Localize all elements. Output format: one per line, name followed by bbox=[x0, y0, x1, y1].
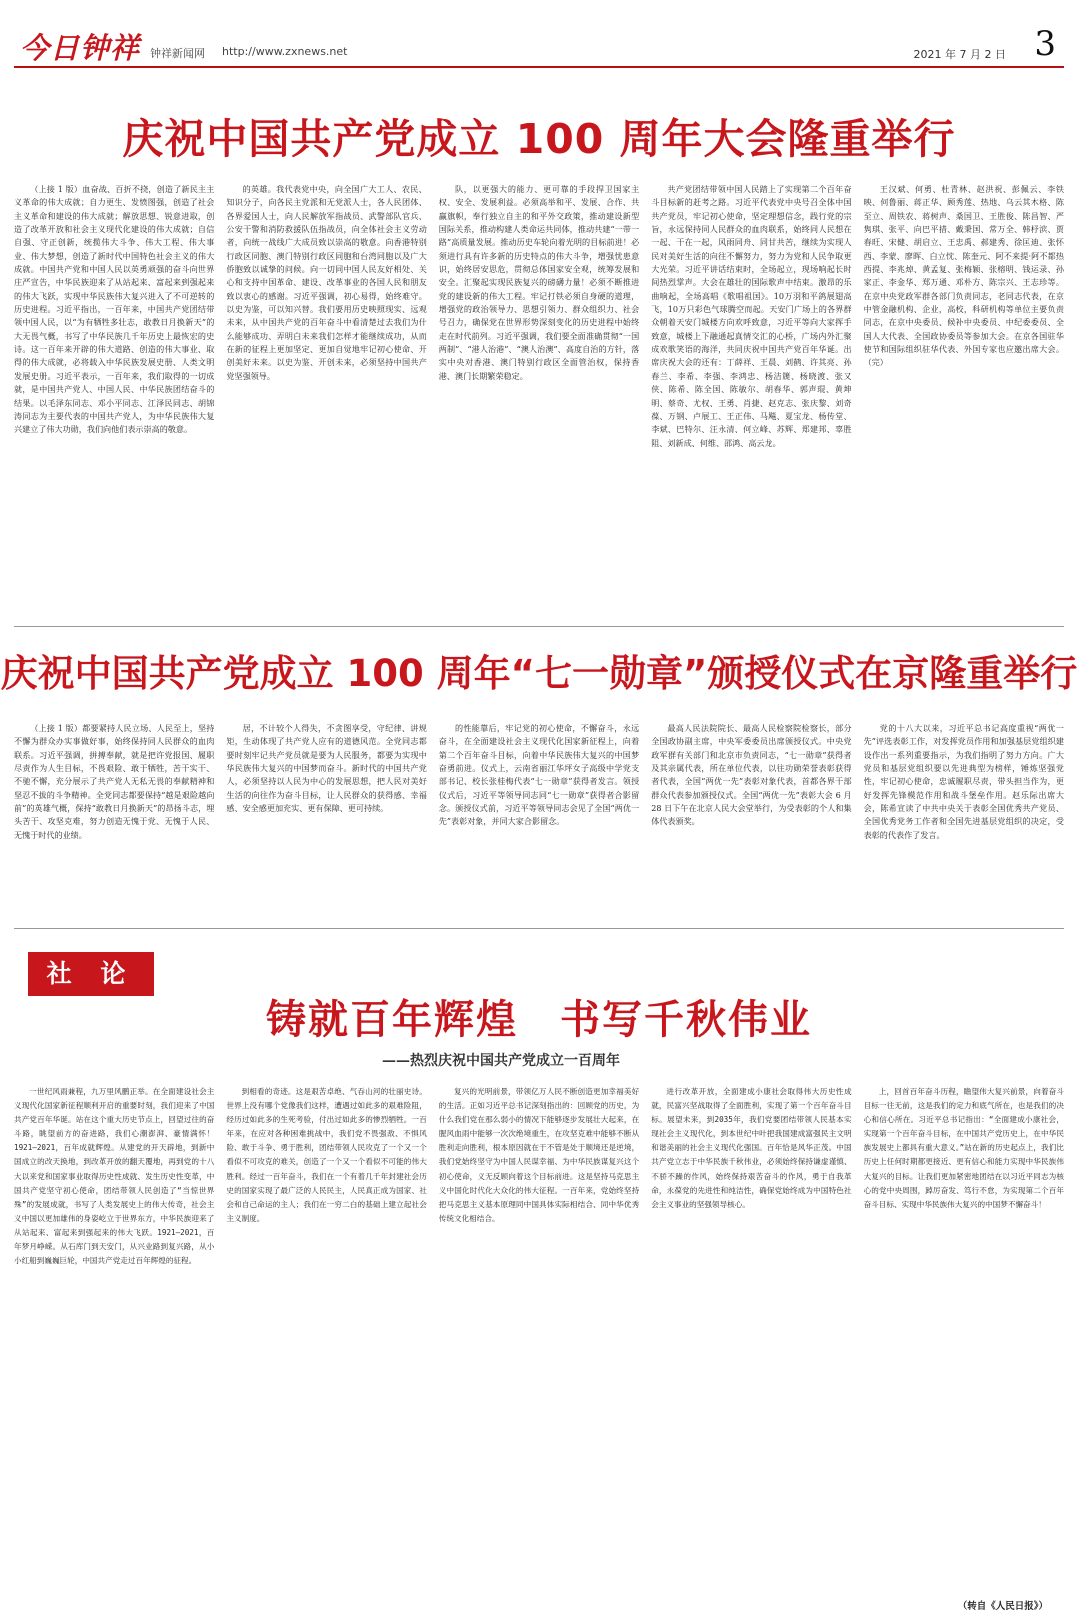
article-column: 的英雄。我代表党中央，向全国广大工人、农民、知识分子，向各民主党派和无党派人士，各人民团体、各界爱国人士，向人民解放军指战员、武警部队官兵、公安干警和消防救援队伍指战员，向全体社会主义劳动者，向统一战线广大成员致以崇高的敬意。向香港特别行政区同胞、澳门特别行政区同胞和台湾同胞以及广大侨胞致以诚挚的问候。向一切同中国人民友好相处、关心和支持中国革命、建设、改革事业的各国人民和朋友致以衷心的感谢。习近平强调，初心易得，始终难守。以史为鉴，可以知兴替。我们要用历史映照现实、远观未来，从中国共产党的百年奋斗中看清楚过去我们为什么能够成功、弄明白未来我们怎样才能继续成功，从而在新的征程上更加坚定、更加自觉地牢记初心使命、开创美好未来。以史为鉴、开创未来，必须坚持中国共产党坚强领导。 bbox=[226, 184, 427, 381]
article-column: 最高人民法院院长、最高人民检察院检察长，部分全国政协副主席，中央军委委员出席颁授仪式。中央党政军群有关部门和北京市负责同志，“七一勋章”获得者及其亲属代表，所在单位代表，以往功勋荣誉表彰获得者代表，全国“两优一先”表彰对象代表，首都各界干部群众代表参加颁授仪式。全国“两优一先”表彰大会 6 月 28 日下午在北京人民大会堂举行，为受表彰的个人和集体代表颁奖。 bbox=[651, 723, 852, 827]
article-column: 一世纪风雨兼程，九万里风鹏正举。在全面建设社会主义现代化国家新征程顺利开启的重要时刻，我们迎来了中国共产党百年华诞。站在这个重大历史节点上，回望过往的奋斗路，眺望前方的奋进路，我们心潮澎湃、豪情满怀！1921—2021，百年成就辉煌。从建党的开天辟地，到新中国成立的改天换地，到改革开放的翻天覆地，再到党的十八大以来党和国家事业取得历史性成就、发生历史性变革，中国共产党坚守初心使命，团结带领人民创造了“当惊世界殊”的发展成就，书写了人类发展史上的伟大传奇，社会主义中国以更加雄伟的身姿屹立于世界东方，中华民族迎来了从站起来、富起来到强起来的伟大飞跃。1921—2021，百年梦月峥嵘。从石库门到天安门，从兴业路到复兴路，从小小红船到巍巍巨轮，中国共产党走过百年辉煌的征程。 bbox=[14, 1087, 215, 1266]
editorial-subtitle: ——热烈庆祝中国共产党成立一百周年 bbox=[382, 1053, 620, 1069]
newspaper-logo: 今日钟祥 bbox=[20, 31, 141, 65]
editorial-tag: 社 论 bbox=[28, 952, 154, 996]
masthead bbox=[14, 24, 1064, 68]
page-number: 3 bbox=[1034, 24, 1056, 64]
article-column: 的性能靠后，牢记党的初心使命，不懈奋斗，永远奋斗，在全面建设社会主义现代化国家新征程上，向着第二个百年奋斗目标，向着中华民族伟大复兴的中国梦奋勇前进。仪式上，云南省丽江华坪女子高级中学党支部书记、校长张桂梅代表“七一勋章”获得者发言。领授仪式后，习近平等领导同志同“七一勋章”获得者合影留念。颁授仪式前，习近平等领导同志会见了全国“两优一先”表彰对象，并同大家合影留念。 bbox=[438, 723, 640, 827]
article-column: 队，以更强大的能力、更可靠的手段捍卫国家主权、安全、发展利益。必须高举和平、发展、合作、共赢旗帜，奉行独立自主的和平外交政策，推动建设新型国际关系，推动构建人类命运共同体，推动共建“一带一路”高质量发展。推动历史车轮向着光明的目标前进！必须进行具有许多新的历史特点的伟大斗争，增强忧患意识，始终居安思危，贯彻总体国家安全观，统筹发展和安全。汇聚起实现民族复兴的磅礴力量！必须不断推进党的建设新的伟大工程。牢记打铁必须自身硬的道理，增强党的政治领导力、思想引领力、群众组织力、社会号召力，确保党在世界形势深刻变化的历史进程中始终走在时代前列。习近平强调，我们要全面准确贯彻“一国两制”、“港人治港”、“澳人治澳”、高度自治的方针，落实中央对香港、澳门特别行政区全面管治权，保持香港、澳门长期繁荣稳定。 bbox=[438, 184, 640, 381]
article-centenary-body bbox=[14, 183, 1064, 616]
article-column: 党的十八大以来，习近平总书记高度重视“两优一先”评选表彰工作，对发挥党员作用和加强基层党组织建设作出一系列重要指示，为我们指明了努力方向。广大党员和基层党组织要以先进典型为榜样，锤炼坚强党性，牢记初心使命，忠诚履职尽责，带头担当作为，更好发挥先锋模范作用和战斗堡垒作用。赵乐际出席大会，陈希宣读了中共中央关于表彰全国优秀共产党员、全国优秀党务工作者和全国先进基层党组织的决定，受表彰的代表作了发言。 bbox=[863, 723, 1064, 840]
article-column: （上接 1 版）都要紧持人民立场、人民至上，坚持不懈为群众办实事做好事，始终保持同人民群众的血肉联系。习近平强调，拼搏奉献，就是把许党报国、履职尽责作为人生目标，不畏艰险、敢于牺牲，苦干实干、不驰不懈，充分展示了共产党人无私无畏的奉献精神和坚忍不拔的斗争精神。全党同志都要保持“越是艰险越向前”的英雄气概，保持“敢教日月换新天”的昂扬斗志，埋头苦干、攻坚克难，努力创造无愧于党、无愧于人民、无愧于时代的业绩。 bbox=[14, 723, 215, 840]
article-column: 到相看的奇迹。这是艰苦卓绝、气吞山河的壮丽史诗。世界上没有哪个党像我们这样，遭遇过如此多的艰难险阻，经历过如此多的生死考验，付出过如此多的惨烈牺牲。一百年来，在应对各种困难挑战中，我们党不畏强敌、不惧风险、敢于斗争、勇于胜利，团结带领人民攻克了一个又一个看似不可攻克的难关，创造了一个又一个看似不可能的伟大胜利。经过一百年奋斗，我们在一个有着几千年封建社会历史的国家实现了最广泛的人民民主，人民真正成为国家、社会和自己命运的主人；我们在一穷二白的基础上建立起社会主义制度。 bbox=[226, 1087, 427, 1223]
editorial-body bbox=[14, 1085, 1064, 1613]
article-column: 上，回首百年奋斗历程，瞻望伟大复兴前景，向着奋斗目标一往无前，这是我们的定力和底气所在，也是我们的决心和信心所在。习近平总书记指出：“全面建成小康社会，实现第一个百年奋斗目标，在中国共产党历史上，在中华民族发展史上都具有重大意义。”站在新的历史起点上，我们比历史上任何时期都更接近、更有信心和能力实现中华民族伟大复兴的目标。让我们更加紧密地团结在以习近平同志为核心的党中央周围，踔厉奋发、笃行不怠，为实现第二个百年奋斗目标、实现中华民族伟大复兴的中国梦不懈奋斗！ bbox=[863, 1087, 1064, 1209]
issue-date: 2021 年 7 月 2 日 bbox=[913, 48, 1006, 61]
article-column: 复兴的光明前景，带领亿万人民不断创造更加幸福美好的生活。正如习近平总书记深刻指出的：回顾党的历史，为什么我们党在那么弱小的情况下能够逐步发展壮大起来，在腥风血雨中能够一次次绝境重生，在攻坚克难中能够不断从胜利走向胜利，根本原因就在于不管是处于顺境还是逆境，我们党始终坚守为中国人民谋幸福、为中华民族谋复兴这个初心使命，义无反顾向着这个目标前进。这是坚持马克思主义中国化时代化大众化的伟大征程。一百年来，党始终坚持把马克思主义基本原理同中国具体实际相结合、同中华优秀传统文化相结合。 bbox=[438, 1087, 640, 1223]
article-column: 王汉斌、何勇、杜青林、赵洪祝、彭佩云、李铁映、何鲁丽、蒋正华、顾秀莲、热地、乌云其木格、陈至立、周铁农、蒋树声、桑国卫、王胜俊、陈昌智、严隽琪、张平、向巴平措、戴秉国、常万全、韩杼滨、贾春旺、宋健、胡启立、王忠禹、郝建秀、徐匡迪、张怀西、李蒙、廖晖、白立忱、陈奎元、阿不来提·阿不都热西提、李兆焯、黄孟复、张梅颖、张榕明、钱运录、孙家正、李金华、郑万通、邓朴方、陈宗兴、王志珍等。在京中央党政军群各部门负责同志，老同志代表，在京中管金融机构、企业，高校，科研机构等单位主要负责同志，在京中央委员、候补中央委员、中纪委委员、全国人大代表、全国政协委员等参加大会。在京各国驻华使节和国际组织驻华代表、外国专家也应邀出席大会。（完） bbox=[863, 184, 1064, 368]
headline-centenary-ceremony: 庆祝中国共产党成立 100 周年大会隆重举行 bbox=[122, 115, 956, 163]
editorial-credit: （转自《人民日报》） bbox=[957, 1601, 1048, 1612]
article-column: 居，不计较个人得失，不贪图享受，守纪律、讲规矩，生动体现了共产党人应有的道德风范。全党同志都要时刻牢记共产党员就是要为人民服务，都要为实现中华民族伟大复兴的中国梦而奋斗。新时代的中国共产党人，必须坚持以人民为中心的发展思想，把人民对美好生活的向往作为奋斗目标，让人民群众的获得感、幸福感、安全感更加充实、更有保障、更可持续。 bbox=[226, 723, 427, 814]
article-column: （上接 1 版）血奋战、百折不挠，创造了新民主主义革命的伟大成就；自力更生、发愤图强，创造了社会主义革命和建设的伟大成就；解放思想、锐意进取，创造了改革开放和社会主义现代化建设的伟大成就；自信自强、守正创新，统揽伟大斗争、伟大工程、伟大事业、伟大梦想，创造了新时代中国特色社会主义的伟大成就。中国共产党和中国人民以英勇顽强的奋斗向世界庄严宣告，中华民族迎来了从站起来、富起来到强起来的伟大飞跃，实现中华民族伟大复兴进入了不可逆转的历史进程。习近平指出，一百年来，中国共产党团结带领中国人民，以“为有牺牲多壮志，敢教日月换新天”的大无畏气概，书写了中华民族几千年历史上最恢宏的史诗。这一百年来开辟的伟大道路、创造的伟大事业、取得的伟大成就，必将载入中华民族发展史册、人类文明发展史册。习近平表示，一百年来，我们取得的一切成就，是中国共产党人、中国人民、中华民族团结奋斗的结果。以毛泽东同志、邓小平同志、江泽民同志、胡锦涛同志为主要代表的中国共产党人，为中华民族伟大复兴建立了伟大功勋，我们向他们表示崇高的敬意。 bbox=[14, 184, 215, 435]
headline-july-first-medal: 庆祝中国共产党成立 100 周年“七一勋章”颁授仪式在京隆重举行 bbox=[0, 652, 1078, 695]
site-url[interactable]: http://www.zxnews.net bbox=[222, 45, 348, 58]
article-medal-body bbox=[14, 722, 1064, 880]
section-divider bbox=[14, 626, 1064, 627]
article-column: 进行改革开放，全面建成小康社会取得伟大历史性成就，民富兴坚战取得了全面胜利，实现了第一个百年奋斗目标。展望未来，到2035年，我们党要团结带领人民基本实现社会主义现代化，到本世纪中叶把我国建成富强民主文明和谐美丽的社会主义现代化强国。百年恰是风华正茂。中国共产党立志于中华民族千秋伟业，必须始终保持谦虚谨慎、不骄不躁的作风，始终保持艰苦奋斗的作风，勇于自我革命，永葆党的先进性和纯洁性，确保党始终成为中国特色社会主义事业的坚强领导核心。 bbox=[651, 1087, 852, 1209]
editorial-title: 铸就百年辉煌 书写千秋伟业 bbox=[266, 997, 812, 1043]
site-name: 钟祥新闻网 bbox=[150, 47, 205, 60]
section-divider bbox=[14, 928, 1064, 929]
article-column: 共产党团结带领中国人民踏上了实现第二个百年奋斗目标新的赶考之路。习近平代表党中央号召全体中国共产党员，牢记初心使命，坚定理想信念，践行党的宗旨，永远保持同人民群众的血肉联系，始终同人民想在一起、干在一起，风雨同舟、同甘共苦，继续为实现人民对美好生活的向往不懈努力，努力为党和人民争取更大光荣。习近平讲话结束时，全场起立，现场响起长时间热烈掌声。大会在雄壮的国际歌声中结束。激昂的乐曲响起，全场高唱《歌唱祖国》。10万羽和平鸽展翅高飞，10万只彩色气球腾空而起。天安门广场上的各界群众朝着天安门城楼方向欢呼致意，习近平等向大家挥手致意，城楼上下融通起真情交汇的心桥，广场内外汇聚成欢歌笑语的海洋，共同庆祝中国共产党百年华诞。出席庆祝大会的还有：丁薛祥、王晨、刘鹤、许其亮、孙春兰、李希、李强、李鸿忠、杨洁篪、杨晓渡、张又侠、陈希、陈全国、陈敏尔、胡春华、郭声琨、黄坤明、蔡奇、尤权、王勇、肖捷、赵克志、张庆黎、刘奇葆、万钢、卢展工、王正伟、马飚、夏宝龙、杨传堂、李斌、巴特尔、汪永清、何立峰、苏辉、郑建邦、辜胜阻、刘新成、何维、邵鸿、高云龙。 bbox=[651, 184, 852, 448]
